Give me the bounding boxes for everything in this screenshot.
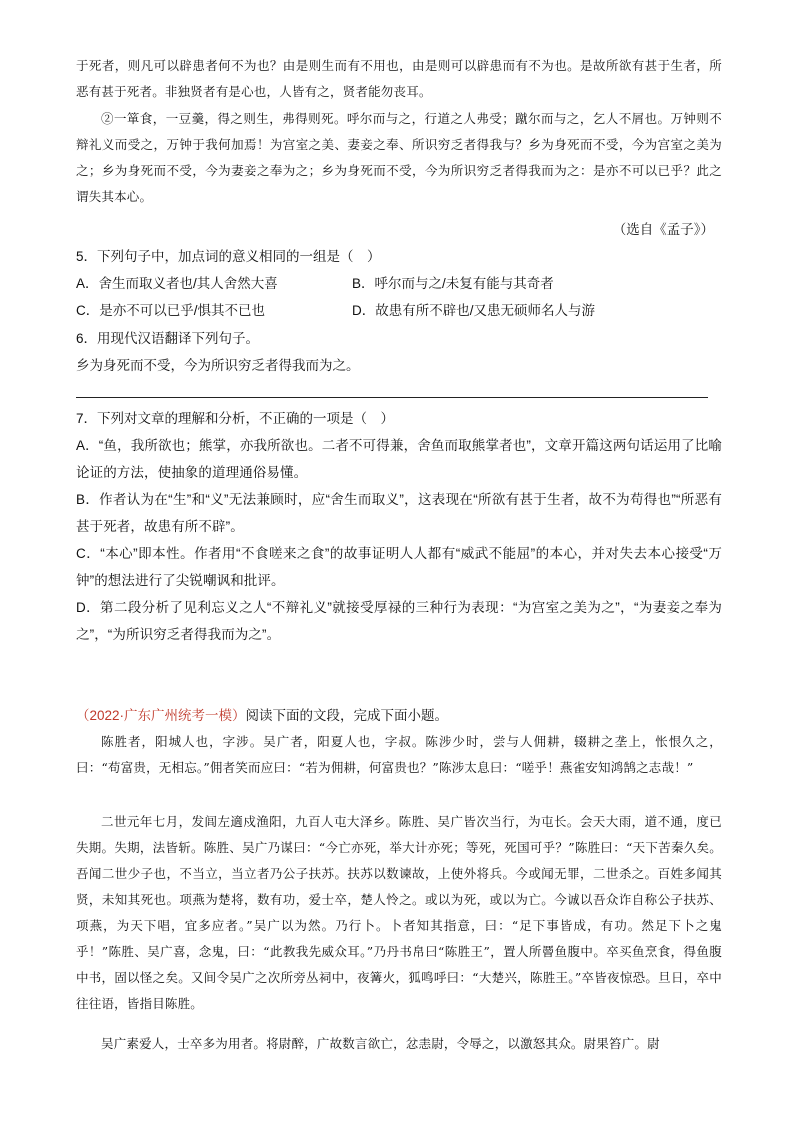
question-5-option-c: C．是亦不可以已乎/惧其不已也 xyxy=(76,303,265,318)
question-5-option-d: D．故患有所不辟也/又患无硕师名人与游 xyxy=(352,303,595,318)
question-7-option-c: C．“本心”即本性。作者用“不食嗟来之食”的故事证明人人都有“威武不能屈”的本心，并对失去本心接受“万钟”的想法进行了尖锐嘲讽和批评。 xyxy=(76,546,722,588)
passage-paragraph-continued: 于死者，则凡可以辟患者何不为也？由是则生而有不用也，由是则可以辟患而有不为也。是故所欲有甚于生者，所恶有甚于死者。非独贤者有是心也，人皆有之，贤者能勿丧耳。 xyxy=(76,58,722,99)
section-heading xyxy=(76,703,448,729)
question-7-stem: 7．下列对文章的理解和分析，不正确的一项是（ ） xyxy=(76,411,395,426)
question-5-stem: 5．下列句子中，加点词的意义相同的一组是（ ） xyxy=(76,249,381,264)
source-citation: （选自《孟子》） xyxy=(612,222,714,237)
question-6-stem: 6．用现代汉语翻译下列句子。 xyxy=(76,331,260,346)
question-5-option-b: B．呼尔而与之/未复有能与其奇者 xyxy=(352,276,554,291)
question-5-option-a: A．舍生而取义者也/其人舍然大喜 xyxy=(76,276,278,291)
passage-2-paragraph-2: 二世元年七月，发闾左適戍渔阳，九百人屯大泽乡。陈胜、吴广皆次当行，为屯长。会天大雨，道不通，度已失期。失期，法皆斩。陈胜、吴广乃谋曰：“今亡亦死，举大计亦死；等死，死国可乎？”陈胜曰：“天下苦秦久矣。吾闻二世少子也，不当立，当立者乃公子扶苏。扶苏以数谏故，上使外将兵。今或闻无罪，二世杀之。百姓多闻其贤，未知其死也。项燕为楚将，数有功，爱士卒，楚人怜之。或以为死，或以为亡。今诚以吾众诈自称公子扶苏、项燕，为天下唱，宜多应者。”吴广以为然。乃行卜。卜者知其指意，曰：“足下事皆成，有功。然足下卜之鬼乎！”陈胜、吴广喜，念鬼，曰：“此教我先威众耳。”乃丹书帛曰“陈胜王”，置人所罾鱼腹中。卒买鱼烹食，得鱼腹中书，固以怪之矣。又间令吴广之次所旁丛祠中，夜篝火，狐鸣呼曰：“大楚兴，陈胜王。”卒皆夜惊恐。旦日，卒中往往语，皆指目陈胜。 xyxy=(76,814,722,1011)
passage-2-paragraph-1: 陈胜者，阳城人也，字涉。吴广者，阳夏人也，字叔。陈涉少时，尝与人佣耕，辍耕之垄上，怅恨久之，曰：“苟富贵，无相忘。”佣者笑而应曰：“若为佣耕，何富贵也？”陈涉太息曰：“嗟乎！燕雀安知鸿鹄之志哉！” xyxy=(76,734,722,775)
section-instruction: 阅读下面的文段，完成下面小题。 xyxy=(245,708,449,723)
question-7-option-d: D．第二段分析了见利忘义之人“不辩礼义”就接受厚禄的三种行为表现：“为宫室之美为之”，“为妻妾之奉为之”，“为所识穷乏者得我而为之”。 xyxy=(76,600,722,642)
passage-2-paragraph-3: 吴广素爱人，士卒多为用者。将尉醉，广故数言欲亡，忿恚尉，令辱之，以激怒其众。尉果笞广。尉 xyxy=(101,1036,660,1051)
question-7-option-b: B．作者认为在“生”和“义”无法兼顾时，应“舍生而取义”，这表现在“所欲有甚于生者，故不为苟得也”“所恶有甚于死者，故患有所不辟”。 xyxy=(76,492,722,534)
answer-line xyxy=(76,397,708,398)
question-6-sentence: 乡为身死而不受，今为所识穷乏者得我而为之。 xyxy=(76,358,360,373)
exam-source-tag: （2022·广东广州统考一模） xyxy=(76,708,246,723)
question-7-option-a: A．“鱼，我所欲也；熊掌，亦我所欲也。二者不可得兼，舍鱼而取熊掌者也”，文章开篇这两句话运用了比喻论证的方法，使抽象的道理通俗易懂。 xyxy=(76,438,722,480)
passage-paragraph-2: ②一箪食，一豆羹，得之则生，弗得则死。呼尔而与之，行道之人弗受；蹴尔而与之，乞人不屑也。万钟则不辩礼义而受之，万钟于我何加焉！为宫室之美、妻妾之奉、所识穷乏者得我与？乡为身死而不受，今为宫室之美为之；乡为身死而不受，今为妻妾之奉为之；乡为身死而不受，今为所识穷乏者得我而为之：是亦不可以已乎？此之谓失其本心。 xyxy=(76,111,722,204)
